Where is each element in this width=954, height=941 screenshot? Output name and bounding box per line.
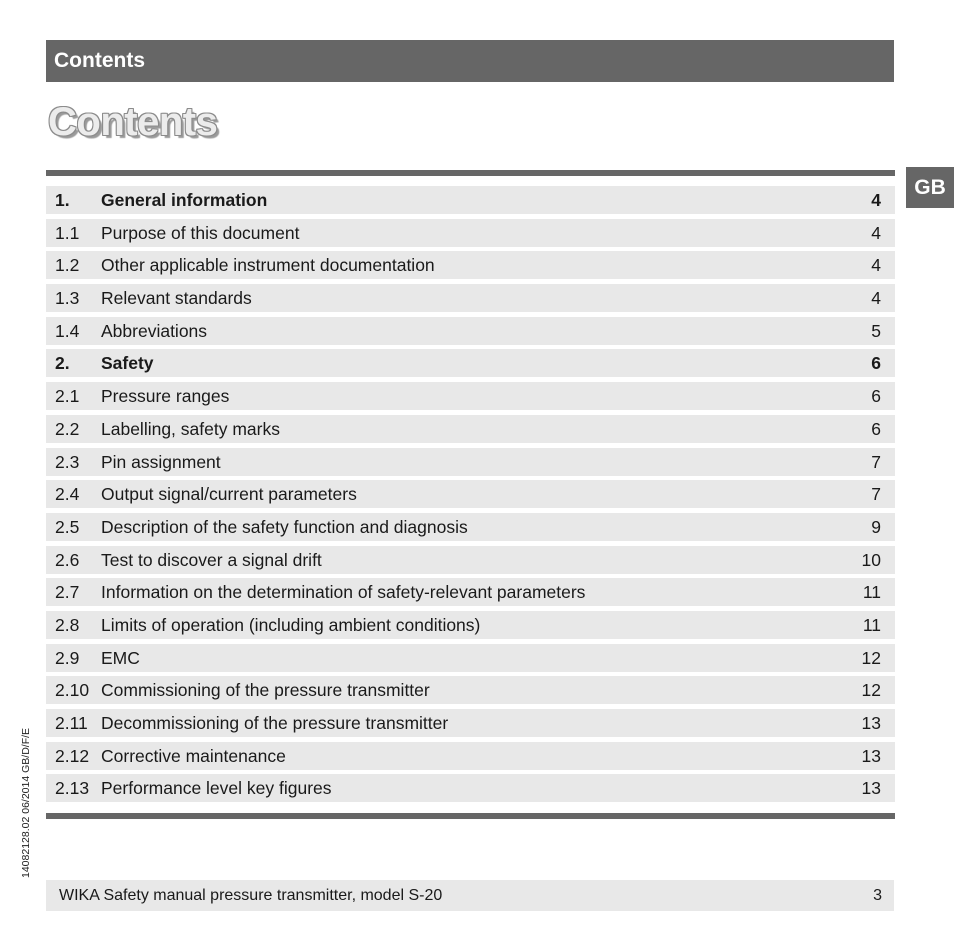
toc-entry-title: Limits of operation (including ambient conditions) [101, 614, 481, 635]
toc-entry-page: 9 [871, 516, 881, 537]
toc-entry-number: 1. [55, 190, 70, 210]
toc-entry[interactable] [46, 480, 895, 508]
toc-entry-number: 2.1 [55, 386, 80, 407]
toc-entry-number: 2.13 [55, 778, 90, 799]
toc-entry[interactable] [46, 742, 895, 770]
toc-entry-title: Purpose of this document [101, 222, 300, 243]
bottom-divider [46, 813, 895, 819]
toc-entry[interactable] [46, 349, 895, 377]
toc-entry-page: 11 [862, 614, 881, 635]
toc-entry[interactable] [46, 284, 895, 312]
toc-entry-page: 13 [861, 713, 881, 733]
toc-entry[interactable] [46, 676, 895, 704]
toc-entry-title: Abbreviations [101, 320, 208, 341]
toc-entry[interactable] [46, 513, 895, 541]
toc-entry-number: 2.2 [55, 418, 80, 439]
top-divider [46, 170, 895, 176]
toc-entry-page: 6 [871, 386, 881, 407]
toc-entry-page: 11 [862, 582, 881, 603]
toc-entry-number: 2.9 [55, 647, 80, 668]
footer-text: WIKA Safety manual pressure transmitter, model S-20 [59, 887, 443, 904]
document-code: 14082128.02 06/2014 GB/D/F/E [20, 727, 32, 878]
toc-entry-title: Information on the determination of safety-relevant parameters [101, 582, 586, 603]
toc-entry-number: 2. [55, 353, 70, 374]
toc-entry-page: 6 [871, 418, 881, 439]
toc-entry-number: 2.4 [55, 484, 80, 505]
toc-entry[interactable] [46, 415, 895, 443]
language-tab: GB [906, 167, 954, 208]
toc-entry-page: 4 [871, 255, 881, 276]
toc-entry-number: 2.7 [55, 582, 80, 603]
toc-entry-number: 2.6 [55, 549, 80, 570]
section-header-title: Contents [54, 49, 145, 72]
footer [46, 880, 894, 911]
toc-entry-page: 7 [871, 484, 881, 505]
toc-entry[interactable] [46, 448, 895, 476]
toc-entry-number: 2.5 [55, 516, 80, 537]
toc-entry-number: 2.12 [55, 745, 90, 766]
toc-entry[interactable] [46, 251, 895, 279]
toc-entry-title: Labelling, safety marks [101, 418, 280, 439]
page-title: Contents [48, 100, 218, 144]
toc-entry[interactable] [46, 774, 895, 802]
toc-entry-number: 1.3 [55, 288, 80, 309]
toc-entry[interactable] [46, 317, 895, 345]
toc-entry-page: 5 [871, 320, 881, 341]
toc-entry-page: 4 [871, 288, 881, 309]
toc-entry-page: 6 [871, 353, 881, 374]
toc-entry[interactable] [46, 644, 895, 672]
toc-entry-page: 12 [861, 680, 881, 701]
toc-entry-number: 1.1 [55, 222, 80, 243]
toc-entry[interactable] [46, 709, 895, 737]
toc-entry[interactable] [46, 219, 895, 247]
toc-entry-number: 1.2 [55, 255, 80, 276]
toc-entry-title: Relevant standards [101, 288, 252, 309]
toc-entry-page: 12 [861, 647, 881, 668]
toc-entry-title: Corrective maintenance [101, 745, 286, 766]
section-header [46, 40, 894, 82]
toc-entry[interactable] [46, 382, 895, 410]
toc-entry-title: General information [101, 190, 268, 210]
toc-entry-number: 2.8 [55, 614, 80, 635]
toc-entry-page: 13 [861, 745, 881, 766]
footer-page-number: 3 [873, 887, 882, 904]
toc-entry[interactable] [46, 546, 895, 574]
toc-entry-number: 2.11 [55, 713, 88, 733]
toc-entry-title: Test to discover a signal drift [101, 549, 322, 570]
toc-entry[interactable] [46, 578, 895, 606]
toc-entry-number: 2.3 [55, 451, 80, 472]
toc-entry-title: Decommissioning of the pressure transmitter [101, 713, 449, 733]
toc-entry-title: Other applicable instrument documentation [101, 255, 435, 276]
toc-entry-title: Description of the safety function and diagnosis [101, 516, 468, 537]
toc-entry-title: Performance level key figures [101, 778, 332, 799]
toc-entry[interactable] [46, 611, 895, 639]
toc-entry-page: 10 [861, 549, 881, 570]
toc-entry-title: Safety [101, 353, 154, 374]
toc-entry-page: 4 [871, 190, 881, 210]
toc-entry-title: Pressure ranges [101, 386, 230, 407]
toc-entry[interactable] [46, 186, 895, 214]
toc-entry-title: Commissioning of the pressure transmitter [101, 680, 430, 701]
toc-entry-page: 13 [861, 778, 881, 799]
table-of-contents [46, 186, 895, 807]
toc-entry-page: 4 [871, 222, 881, 243]
toc-entry-number: 1.4 [55, 320, 80, 341]
toc-entry-title: Pin assignment [101, 451, 221, 472]
toc-entry-title: Output signal/current parameters [101, 484, 357, 505]
toc-entry-number: 2.10 [55, 680, 90, 701]
toc-entry-title: EMC [101, 647, 140, 668]
toc-entry-page: 7 [871, 451, 881, 472]
